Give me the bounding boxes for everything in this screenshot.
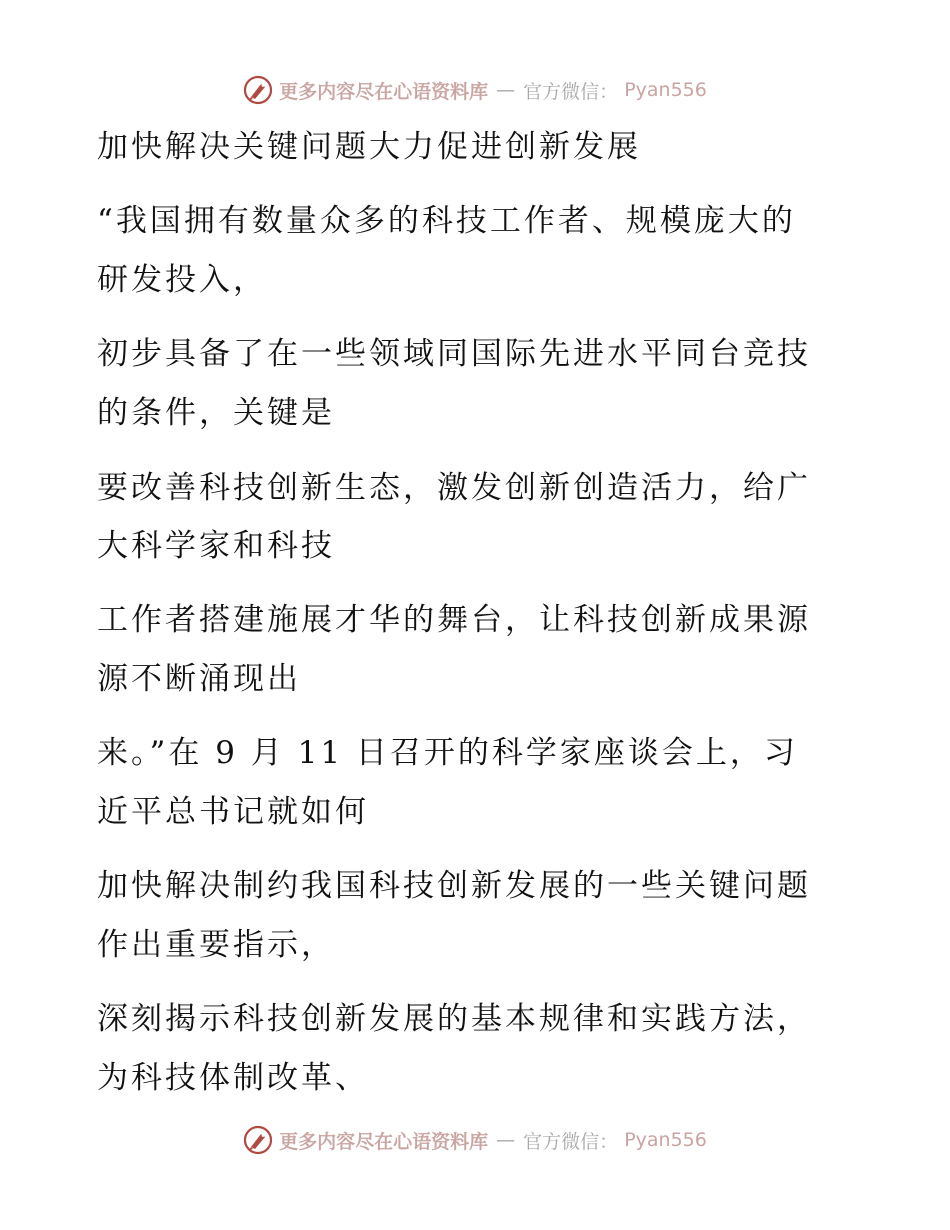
watermark-wechat-id: Pyan556	[624, 1129, 707, 1151]
watermark-text: 更多内容尽在心语资料库	[279, 80, 489, 103]
watermark-dash: —	[496, 79, 516, 101]
document-title: 加快解决关键问题大力促进创新发展	[97, 129, 641, 165]
text-line: 来。”在 9 月 11 日召开的科学家座谈会上，习	[97, 735, 798, 771]
text-line: “我国拥有数量众多的科技工作者、规模庞大的	[97, 203, 796, 239]
text-line: 初步具备了在一些领域同国际先进水平同台竞技	[97, 336, 811, 372]
pen-nib-icon	[243, 75, 273, 105]
text-line: 作出重要指示，	[97, 927, 335, 963]
text-line: 深刻揭示科技创新发展的基本规律和实践方法，	[97, 1001, 811, 1037]
pen-nib-icon	[243, 1125, 273, 1155]
text-line: 研发投入，	[97, 262, 267, 298]
watermark-wechat-id: Pyan556	[624, 79, 707, 101]
text-line: 的条件，关键是	[97, 395, 335, 431]
watermark-label: 官方微信：	[523, 1130, 619, 1153]
text-line: 近平总书记就如何	[97, 794, 369, 830]
watermark-dash: —	[496, 1129, 516, 1151]
footer-watermark	[0, 1120, 950, 1160]
text-line: 为科技体制改革、	[97, 1060, 369, 1096]
text-line: 要改善科技创新生态，激发创新创造活力，给广	[97, 470, 811, 506]
header-watermark	[0, 70, 950, 110]
text-line: 加快解决制约我国科技创新发展的一些关键问题	[97, 868, 811, 904]
text-line: 源不断涌现出	[97, 661, 301, 697]
watermark-label: 官方微信：	[523, 80, 619, 103]
watermark-text: 更多内容尽在心语资料库	[279, 1130, 489, 1153]
text-line: 工作者搭建施展才华的舞台，让科技创新成果源	[97, 602, 811, 638]
text-line: 大科学家和科技	[97, 528, 335, 564]
